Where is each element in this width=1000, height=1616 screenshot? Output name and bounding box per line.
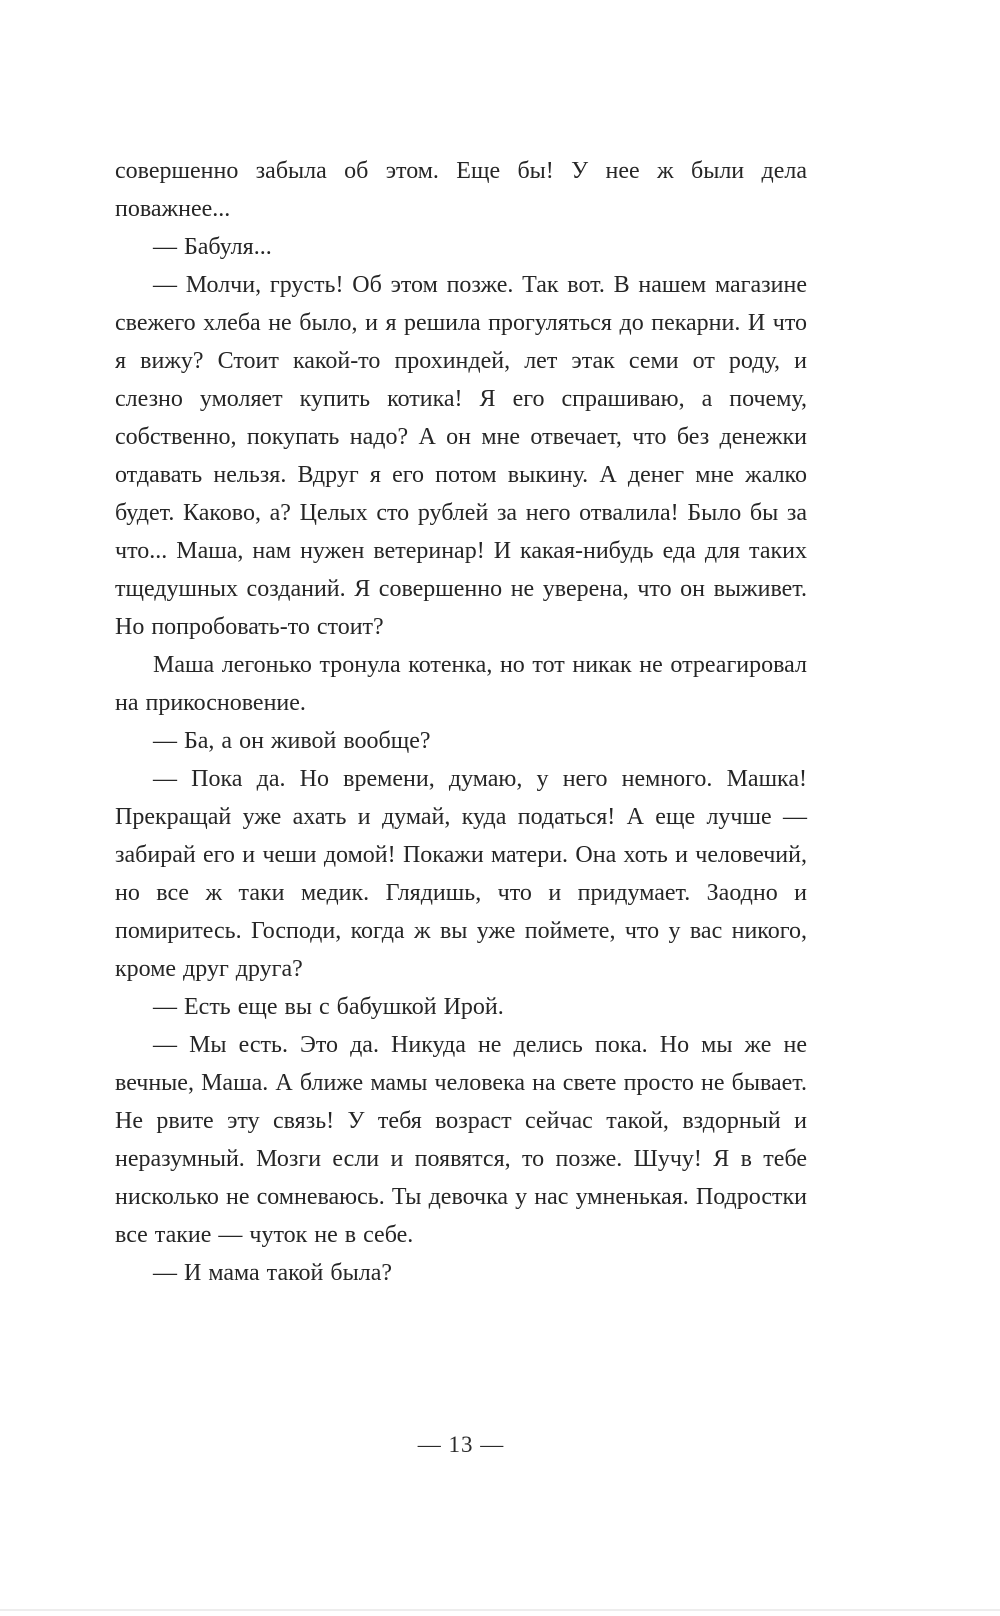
paragraph-dialogue: — Пока да. Но времени, думаю, у него немного. Машка! Прекращай уже ахать и думай, куда податься! А еще лучше — забирай его и чеши домой! Покажи матери. Она хоть и человечий, но все ж таки медик. Глядишь, что и придумает. Заодно и помиритесь. Господи, когда ж вы уже поймете, что у вас никого, кроме друг друга?: [115, 766, 807, 982]
paragraph-narration: Маша легонько тронула котенка, но тот никак не отреагировал на прикосновение.: [115, 652, 807, 716]
page-bottom-edge-line: [0, 1609, 1000, 1611]
paragraph-dialogue: — Мы есть. Это да. Никуда не делись пока. Но мы же не вечные, Маша. А ближе мамы человека на свете просто не бывает. Не рвите эту связь! У тебя возраст сейчас такой, вздорный и неразумный. Мозги если и появятся, то позже. Шучу! Я в тебе нисколько не сомневаюсь. Ты девочка у нас умненькая. Подростки все такие — чуток не в себе.: [115, 1032, 807, 1248]
paragraph-continuation: совершенно забыла об этом. Еще бы! У нее ж были дела поважнее...: [115, 158, 807, 222]
paragraph-dialogue: — Молчи, грусть! Об этом позже. Так вот. В нашем магазине свежего хлеба не было, и я решила прогуляться до пекарни. И что я вижу? Стоит какой-то прохиндей, лет этак семи от роду, и слезно умоляет купить котика! Я его спрашиваю, а почему, собственно, покупать надо? А он мне отвечает, что без денежки отдавать нельзя. Вдруг я его потом выкину. А денег мне жалко будет. Каково, а? Целых сто рублей за него отвалила! Было бы за что... Маша, нам нужен ветеринар! И какая-нибудь еда для таких тщедушных созданий. Я совершенно не уверена, что он выживет. Но попробовать-то стоит?: [115, 272, 807, 640]
paragraph-dialogue: — Есть еще вы с бабушкой Ирой.: [153, 994, 504, 1020]
paragraph-dialogue: — И мама такой была?: [153, 1260, 393, 1286]
paragraph-dialogue: — Ба, а он живой вообще?: [153, 728, 431, 754]
page-number: — 13 —: [417, 1432, 505, 1457]
paragraph-dialogue: — Бабуля...: [153, 234, 272, 260]
page-text: [115, 152, 807, 1292]
